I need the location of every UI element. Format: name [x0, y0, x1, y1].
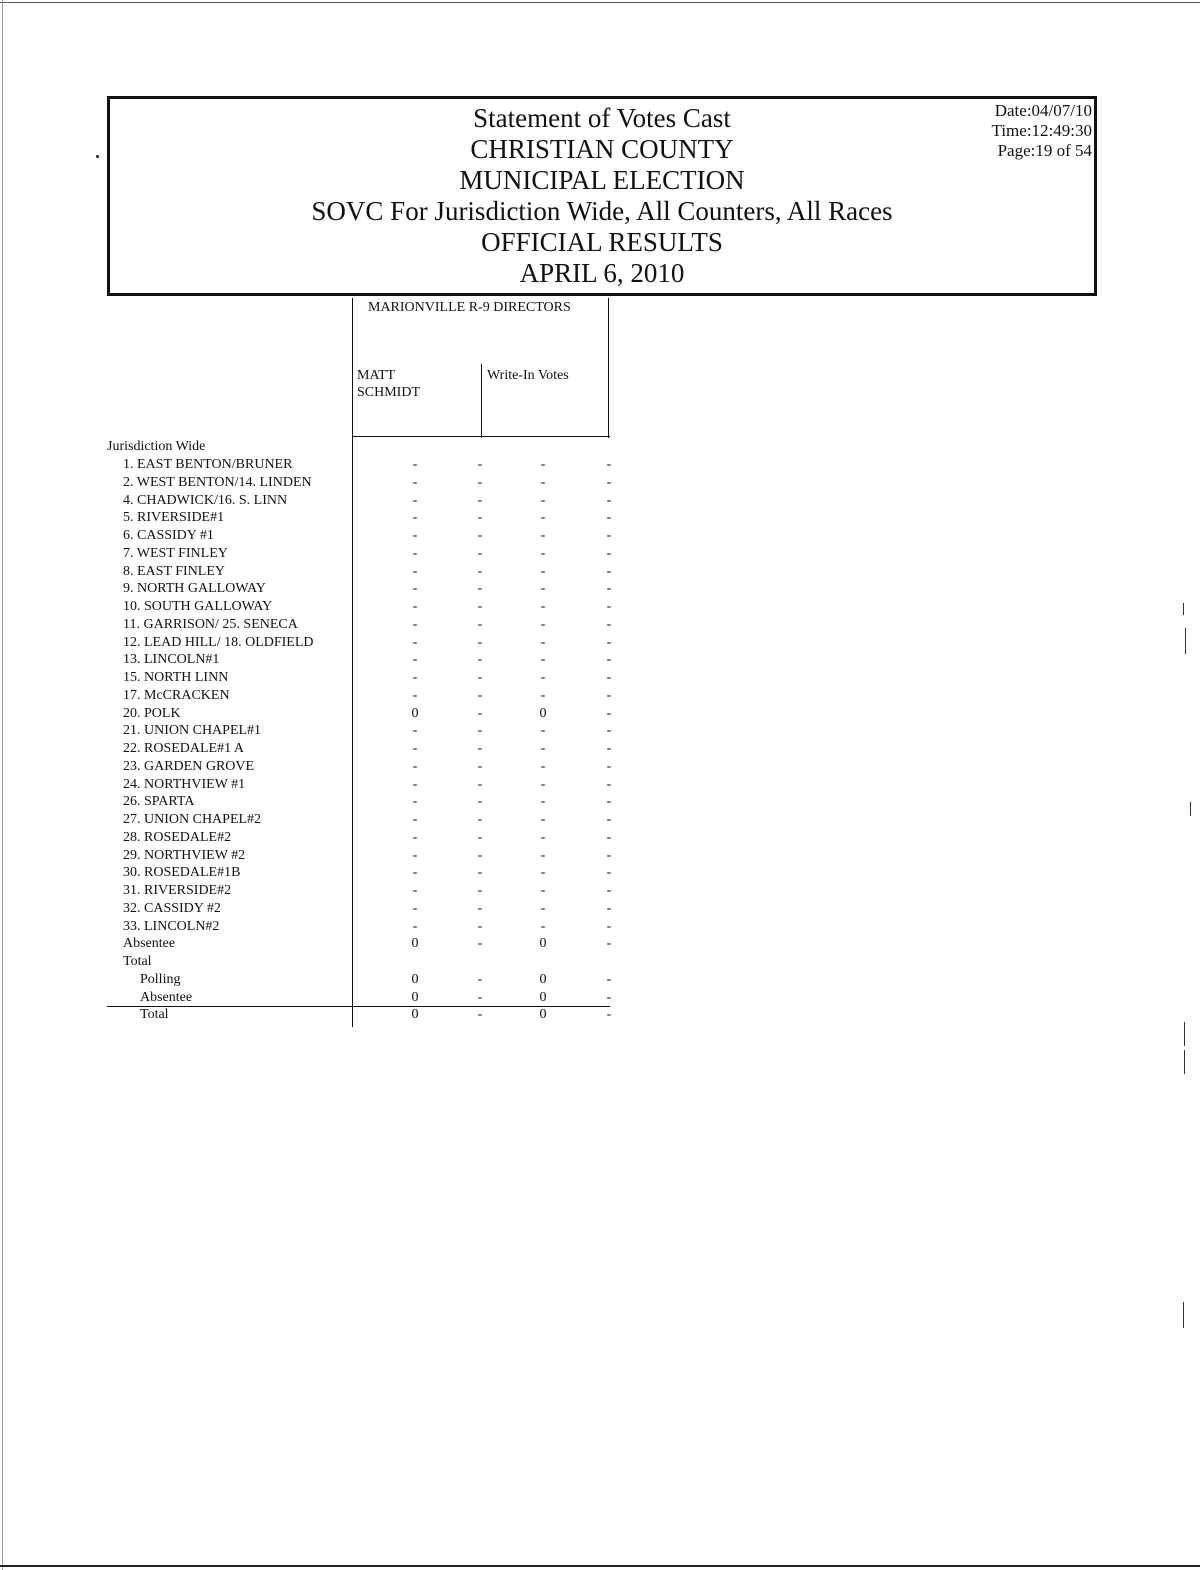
table-row-label: 32. CASSIDY #2	[123, 901, 221, 916]
table-row-label: Polling	[140, 972, 181, 987]
totals-rule	[107, 1006, 610, 1007]
table-row-label: Absentee	[140, 990, 193, 1005]
cell-write-in-votes: -	[540, 794, 546, 809]
cell-matt-schmidt-votes: -	[412, 865, 418, 880]
cell-matt-schmidt-votes: -	[412, 759, 418, 774]
table-row-label: 15. NORTH LINN	[123, 670, 229, 685]
report-header	[107, 96, 1097, 296]
candidate-divider	[481, 364, 482, 438]
cell-write-in-votes: -	[540, 510, 546, 525]
header-underline	[352, 436, 610, 437]
cell-matt-schmidt-percent: -	[477, 617, 483, 632]
cell-matt-schmidt-percent: -	[477, 936, 483, 951]
cell-matt-schmidt-votes: 0	[411, 972, 419, 987]
cell-write-in-votes: -	[540, 617, 546, 632]
table-row-label: 8. EAST FINLEY	[123, 564, 226, 579]
table-row-label: 7. WEST FINLEY	[123, 546, 228, 561]
cell-matt-schmidt-percent: -	[477, 919, 483, 934]
cell-write-in-votes: 0	[539, 936, 547, 951]
cell-write-in-percent: -	[606, 901, 612, 916]
cell-matt-schmidt-percent: -	[477, 457, 483, 472]
report-time: Time:12:49:30	[991, 121, 1092, 140]
cell-write-in-percent: -	[606, 990, 612, 1005]
cell-write-in-percent: -	[606, 794, 612, 809]
cell-matt-schmidt-percent: -	[477, 475, 483, 490]
table-row-label: 30. ROSEDALE#1B	[123, 865, 241, 880]
cell-matt-schmidt-percent: -	[477, 564, 483, 579]
section-label: Jurisdiction Wide	[107, 439, 206, 454]
cell-write-in-percent: -	[606, 1007, 612, 1022]
cell-write-in-percent: -	[606, 635, 612, 650]
margin-mark	[1184, 1022, 1185, 1046]
cell-write-in-percent: -	[606, 688, 612, 703]
cell-write-in-votes: -	[540, 493, 546, 508]
cell-write-in-votes: -	[540, 581, 546, 596]
cell-write-in-percent: -	[606, 599, 612, 614]
cell-matt-schmidt-votes: -	[412, 670, 418, 685]
cell-write-in-votes: -	[540, 546, 546, 561]
cell-matt-schmidt-percent: -	[477, 865, 483, 880]
report-title: Statement of Votes Cast	[473, 103, 731, 133]
table-row-label: 28. ROSEDALE#2	[123, 830, 232, 845]
cell-write-in-percent: -	[606, 972, 612, 987]
cell-write-in-percent: -	[606, 830, 612, 845]
cell-matt-schmidt-votes: 0	[411, 990, 419, 1005]
cell-matt-schmidt-votes: -	[412, 564, 418, 579]
cell-write-in-percent: -	[606, 883, 612, 898]
cell-matt-schmidt-votes: -	[412, 688, 418, 703]
scan-left-edge	[2, 0, 3, 1570]
column-divider-right	[608, 298, 609, 438]
cell-matt-schmidt-percent: -	[477, 546, 483, 561]
cell-write-in-votes: -	[540, 457, 546, 472]
cell-matt-schmidt-votes: -	[412, 883, 418, 898]
cell-matt-schmidt-votes: -	[412, 723, 418, 738]
cell-matt-schmidt-percent: -	[477, 759, 483, 774]
cell-write-in-votes: 0	[539, 706, 547, 721]
report-meta	[992, 101, 1092, 161]
results-status: OFFICIAL RESULTS	[481, 227, 723, 257]
election-date: APRIL 6, 2010	[519, 258, 685, 288]
cell-matt-schmidt-percent: -	[477, 741, 483, 756]
cell-matt-schmidt-percent: -	[477, 581, 483, 596]
report-title-block	[110, 103, 1094, 289]
table-row-label: 29. NORTHVIEW #2	[123, 848, 246, 863]
report-scope: SOVC For Jurisdiction Wide, All Counters, All Races	[311, 196, 893, 226]
cell-matt-schmidt-votes: -	[412, 635, 418, 650]
cell-write-in-votes: -	[540, 759, 546, 774]
cell-matt-schmidt-percent: -	[477, 493, 483, 508]
scan-bottom-edge	[0, 1565, 1200, 1567]
cell-matt-schmidt-percent: -	[477, 528, 483, 543]
table-row-label: 17. McCRACKEN	[123, 688, 230, 703]
cell-matt-schmidt-votes: -	[412, 457, 418, 472]
cell-matt-schmidt-votes: 0	[411, 706, 419, 721]
cell-matt-schmidt-votes: -	[412, 919, 418, 934]
cell-write-in-votes: -	[540, 723, 546, 738]
cell-write-in-percent: -	[606, 777, 612, 792]
table-row-label: 26. SPARTA	[123, 794, 195, 809]
cell-write-in-votes: -	[540, 741, 546, 756]
cell-write-in-votes: 0	[539, 972, 547, 987]
cell-write-in-votes: -	[540, 564, 546, 579]
cell-write-in-percent: -	[606, 528, 612, 543]
cell-write-in-percent: -	[606, 564, 612, 579]
table-row-label: 10. SOUTH GALLOWAY	[123, 599, 273, 614]
cell-write-in-votes: -	[540, 777, 546, 792]
cell-matt-schmidt-percent: -	[477, 972, 483, 987]
cell-write-in-percent: -	[606, 759, 612, 774]
cell-write-in-percent: -	[606, 670, 612, 685]
cell-matt-schmidt-votes: -	[412, 777, 418, 792]
cell-matt-schmidt-votes: -	[412, 599, 418, 614]
cell-write-in-votes: -	[540, 883, 546, 898]
race-title: MARIONVILLE R-9 DIRECTORS	[368, 300, 571, 315]
cell-matt-schmidt-percent: -	[477, 688, 483, 703]
cell-matt-schmidt-percent: -	[477, 635, 483, 650]
cell-matt-schmidt-percent: -	[477, 794, 483, 809]
cell-write-in-votes: -	[540, 670, 546, 685]
cell-matt-schmidt-votes: -	[412, 848, 418, 863]
cell-write-in-percent: -	[606, 936, 612, 951]
report-date: Date:04/07/10	[994, 101, 1092, 120]
cell-matt-schmidt-votes: -	[412, 546, 418, 561]
cell-write-in-percent: -	[606, 848, 612, 863]
table-row-label: 6. CASSIDY #1	[123, 528, 214, 543]
cell-matt-schmidt-percent: -	[477, 883, 483, 898]
cell-write-in-percent: -	[606, 812, 612, 827]
cell-matt-schmidt-votes: -	[412, 652, 418, 667]
cell-matt-schmidt-percent: -	[477, 848, 483, 863]
cell-write-in-percent: -	[606, 652, 612, 667]
cell-matt-schmidt-votes: -	[412, 510, 418, 525]
cell-matt-schmidt-percent: -	[477, 706, 483, 721]
cell-write-in-votes: -	[540, 528, 546, 543]
table-row-label: 11. GARRISON/ 25. SENECA	[123, 617, 298, 632]
cell-write-in-votes: -	[540, 919, 546, 934]
cell-matt-schmidt-votes: -	[412, 493, 418, 508]
cell-write-in-percent: -	[606, 617, 612, 632]
cell-matt-schmidt-votes: -	[412, 794, 418, 809]
cell-matt-schmidt-votes: -	[412, 812, 418, 827]
cell-matt-schmidt-votes: -	[412, 581, 418, 596]
cell-write-in-votes: -	[540, 635, 546, 650]
table-row-label: 23. GARDEN GROVE	[123, 759, 255, 774]
scan-speck	[96, 155, 99, 158]
table-row-label: 27. UNION CHAPEL#2	[123, 812, 262, 827]
cell-write-in-votes: -	[540, 652, 546, 667]
cell-write-in-percent: -	[606, 510, 612, 525]
cell-write-in-votes: -	[540, 688, 546, 703]
cell-matt-schmidt-votes: 0	[411, 1007, 419, 1022]
cell-matt-schmidt-votes: -	[412, 617, 418, 632]
cell-write-in-percent: -	[606, 581, 612, 596]
cell-matt-schmidt-votes: -	[412, 901, 418, 916]
scan-top-edge	[0, 2, 1200, 3]
margin-mark	[1190, 802, 1191, 816]
cell-matt-schmidt-votes: -	[412, 830, 418, 845]
cell-write-in-percent: -	[606, 546, 612, 561]
cell-matt-schmidt-percent: -	[477, 723, 483, 738]
table-left-rule	[352, 438, 353, 1027]
cell-write-in-votes: -	[540, 812, 546, 827]
cell-write-in-votes: -	[540, 848, 546, 863]
cell-matt-schmidt-percent: -	[477, 901, 483, 916]
table-row-label: 13. LINCOLN#1	[123, 652, 220, 667]
cell-matt-schmidt-percent: -	[477, 812, 483, 827]
margin-mark	[1183, 1302, 1184, 1328]
margin-mark	[1183, 603, 1184, 615]
cell-write-in-votes: -	[540, 475, 546, 490]
cell-write-in-percent: -	[606, 475, 612, 490]
table-row-label: 2. WEST BENTON/14. LINDEN	[123, 475, 312, 490]
cell-matt-schmidt-percent: -	[477, 599, 483, 614]
table-row-label: 21. UNION CHAPEL#1	[123, 723, 262, 738]
margin-mark	[1184, 1050, 1185, 1074]
table-row-label: 9. NORTH GALLOWAY	[123, 581, 266, 596]
cell-matt-schmidt-votes: 0	[411, 936, 419, 951]
candidate-matt-schmidt: MATT SCHMIDT	[357, 368, 421, 400]
table-row-label: 22. ROSEDALE#1 A	[123, 741, 244, 756]
cell-matt-schmidt-percent: -	[477, 1007, 483, 1022]
cell-matt-schmidt-votes: -	[412, 741, 418, 756]
cell-matt-schmidt-percent: -	[477, 990, 483, 1005]
cell-matt-schmidt-percent: -	[477, 670, 483, 685]
cell-write-in-percent: -	[606, 741, 612, 756]
column-divider-left	[352, 298, 353, 438]
table-row-label: 12. LEAD HILL/ 18. OLDFIELD	[123, 635, 314, 650]
cell-write-in-percent: -	[606, 457, 612, 472]
cell-write-in-votes: -	[540, 865, 546, 880]
table-row-label: 33. LINCOLN#2	[123, 919, 220, 934]
cell-matt-schmidt-votes: -	[412, 475, 418, 490]
table-row-label: Total	[140, 1007, 169, 1022]
candidate-write-in: Write-In Votes	[487, 368, 569, 383]
cell-write-in-votes: 0	[539, 1007, 547, 1022]
cell-matt-schmidt-percent: -	[477, 777, 483, 792]
cell-write-in-votes: -	[540, 901, 546, 916]
cell-write-in-votes: 0	[539, 990, 547, 1005]
cell-matt-schmidt-percent: -	[477, 830, 483, 845]
cell-matt-schmidt-votes: -	[412, 528, 418, 543]
margin-mark	[1185, 628, 1186, 654]
election-name: MUNICIPAL ELECTION	[459, 165, 745, 195]
cell-write-in-percent: -	[606, 493, 612, 508]
cell-write-in-percent: -	[606, 919, 612, 934]
table-row-label: 4. CHADWICK/16. S. LINN	[123, 493, 288, 508]
table-row-label: 31. RIVERSIDE#2	[123, 883, 232, 898]
table-row-label: Total	[123, 954, 152, 969]
report-page: Page:19 of 54	[997, 141, 1092, 160]
table-row-label: Absentee	[123, 936, 176, 951]
cell-write-in-percent: -	[606, 723, 612, 738]
cell-matt-schmidt-percent: -	[477, 510, 483, 525]
county-name: CHRISTIAN COUNTY	[470, 134, 734, 164]
cell-write-in-votes: -	[540, 830, 546, 845]
cell-write-in-percent: -	[606, 706, 612, 721]
table-row-label: 20. POLK	[123, 706, 181, 721]
table-row-label: 24. NORTHVIEW #1	[123, 777, 246, 792]
cell-matt-schmidt-percent: -	[477, 652, 483, 667]
table-row-label: 1. EAST BENTON/BRUNER	[123, 457, 293, 472]
cell-write-in-percent: -	[606, 865, 612, 880]
cell-write-in-votes: -	[540, 599, 546, 614]
table-row-label: 5. RIVERSIDE#1	[123, 510, 225, 525]
